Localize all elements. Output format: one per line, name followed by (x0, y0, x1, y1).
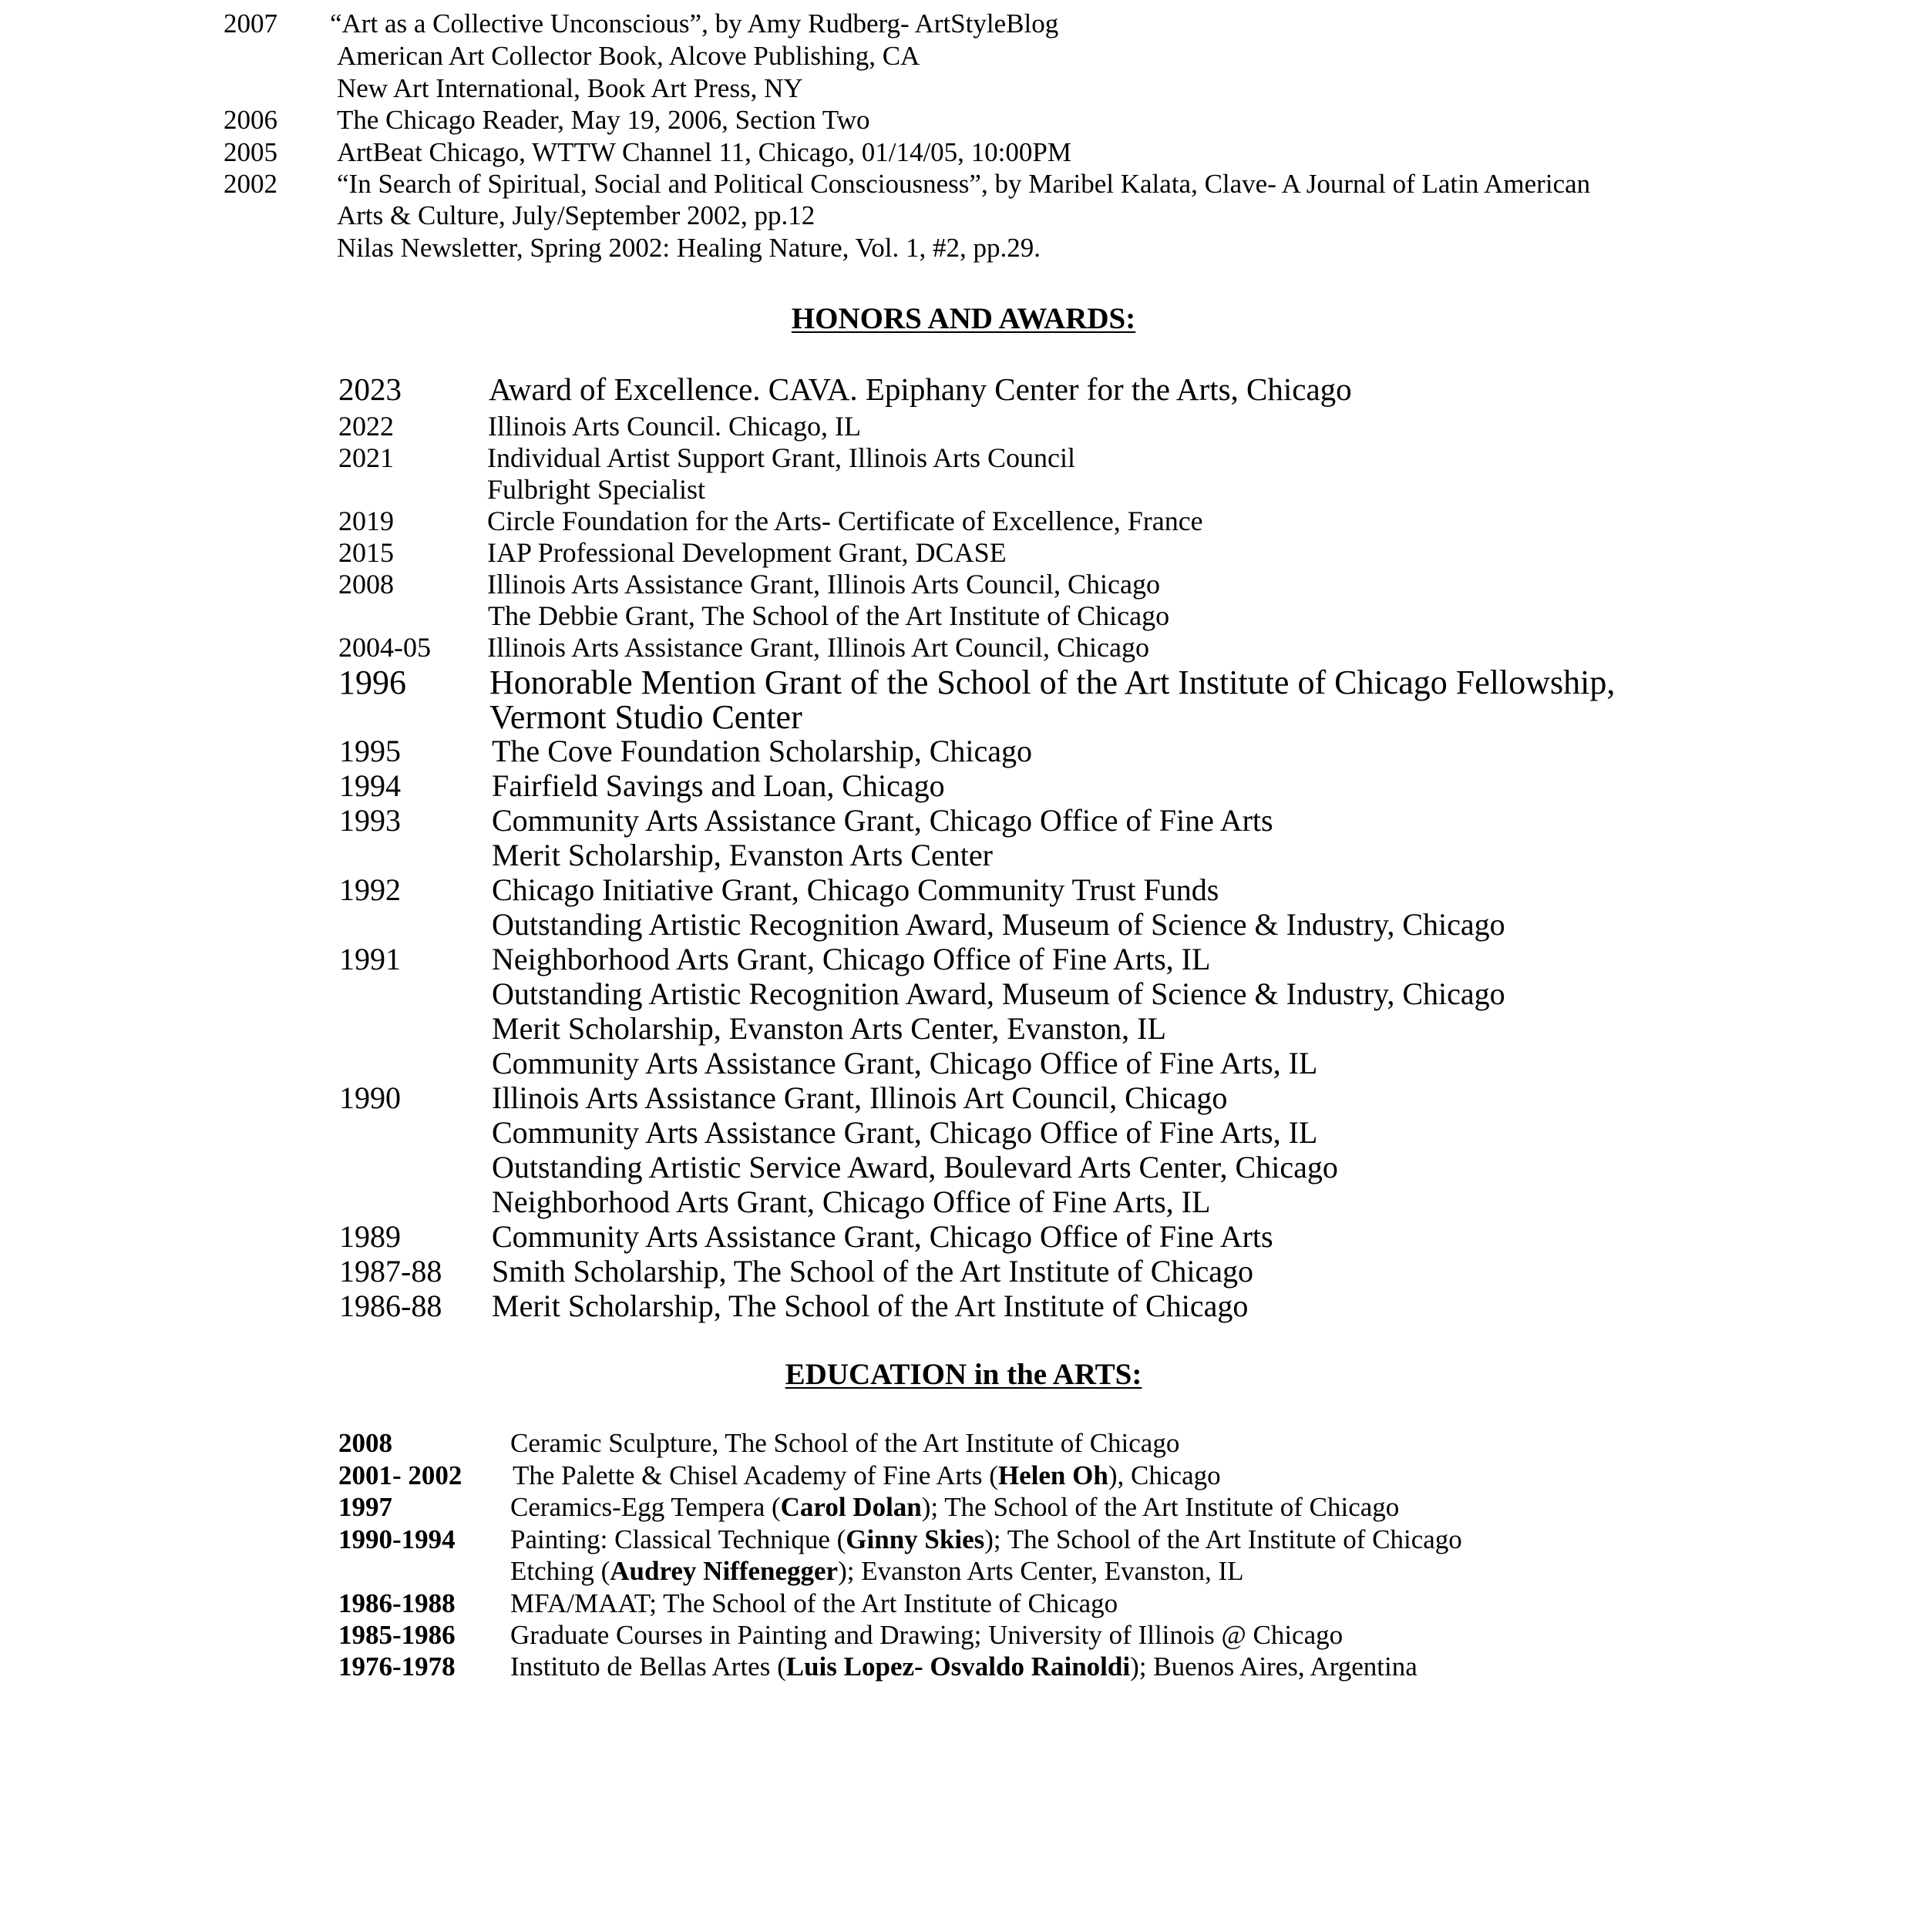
education-year: 1976-1978 (338, 1651, 456, 1682)
honor-year: 2004-05 (338, 632, 431, 663)
press-year: 2007 (224, 8, 277, 39)
honor-text: Smith Scholarship, The School of the Art Institute of Chicago (492, 1254, 1254, 1289)
honor-text: IAP Professional Development Grant, DCASE (487, 537, 1007, 568)
honor-year: 1994 (339, 768, 401, 803)
honor-text: Neighborhood Arts Grant, Chicago Office of Fine Arts, IL (492, 942, 1211, 976)
education-text: Ceramic Sculpture, The School of the Art Institute of Chicago (510, 1428, 1180, 1458)
honor-year: 1987-88 (339, 1254, 442, 1289)
honor-year: 1991 (339, 942, 401, 976)
honor-year: 1992 (339, 872, 401, 907)
press-year: 2002 (224, 169, 277, 199)
honor-year: 1993 (339, 803, 401, 838)
honor-text: Merit Scholarship, Evanston Arts Center (492, 838, 993, 872)
education-text-post: ); Evanston Arts Center, Evanston, IL (838, 1556, 1244, 1586)
education-text-pre: Etching ( (510, 1556, 610, 1586)
education-text (510, 1653, 1418, 1680)
education-text-post: ); Buenos Aires, Argentina (1130, 1651, 1418, 1682)
press-year: 2005 (224, 137, 277, 167)
honor-text: Outstanding Artistic Recognition Award, Museum of Science & Industry, Chicago (492, 907, 1505, 942)
education-year: 1985-1986 (338, 1620, 456, 1650)
press-text: Nilas Newsletter, Spring 2002: Healing Nature, Vol. 1, #2, pp.29. (337, 233, 1041, 263)
honor-text: Individual Artist Support Grant, Illinois Arts Council (487, 442, 1075, 473)
education-text: MFA/MAAT; The School of the Art Institute of Chicago (510, 1588, 1118, 1618)
education-year: 1990-1994 (338, 1524, 456, 1554)
education-text-post: ); The School of the Art Institute of Chicago (984, 1524, 1462, 1554)
honor-year: 2023 (338, 371, 402, 407)
instructor-name: Audrey Niffenegger (610, 1556, 839, 1586)
education-text: Graduate Courses in Painting and Drawing; University of Illinois @ Chicago (510, 1620, 1344, 1650)
education-text-pre: Painting: Classical Technique ( (510, 1524, 846, 1554)
honor-text: Community Arts Assistance Grant, Chicago Office of Fine Arts, IL (492, 1115, 1318, 1150)
honor-text: Community Arts Assistance Grant, Chicago Office of Fine Arts (492, 803, 1273, 838)
honor-year: 1996 (338, 664, 406, 701)
education-text (510, 1526, 1462, 1553)
honor-text: Neighborhood Arts Grant, Chicago Office of Fine Arts, IL (492, 1184, 1211, 1219)
instructor-name: Carol Dolan (780, 1492, 922, 1522)
honor-text: The Cove Foundation Scholarship, Chicago (492, 734, 1033, 768)
honor-text: Illinois Arts Assistance Grant, Illinois Art Council, Chicago (492, 1080, 1228, 1115)
education-year: 1997 (338, 1492, 392, 1522)
press-text: Arts & Culture, July/September 2002, pp.12 (337, 200, 816, 230)
honor-text: Illinois Arts Assistance Grant, Illinois Arts Council, Chicago (487, 569, 1160, 600)
instructor-name: Helen Oh (997, 1460, 1108, 1490)
honors-heading: HONORS AND AWARDS: (791, 302, 1136, 335)
press-text: The Chicago Reader, May 19, 2006, Section Two (337, 105, 870, 135)
honor-year: 2019 (338, 506, 394, 536)
education-year: 1986-1988 (338, 1588, 456, 1618)
honor-year: 1995 (339, 734, 401, 768)
honor-year: 2022 (338, 411, 394, 442)
press-text: New Art International, Book Art Press, NY (337, 73, 803, 103)
honor-year: 2021 (338, 442, 394, 473)
press-text: “Art as a Collective Unconscious”, by Amy Rudberg- ArtStyleBlog (330, 8, 1059, 39)
instructor-name: Ginny Skies (846, 1524, 985, 1554)
honor-year: 1990 (339, 1080, 401, 1115)
education-text-pre: Ceramics-Egg Tempera ( (510, 1492, 781, 1522)
honor-text: Fulbright Specialist (487, 474, 705, 505)
honor-text: Merit Scholarship, Evanston Arts Center, Evanston, IL (492, 1011, 1166, 1046)
honor-text: Illinois Arts Council. Chicago, IL (488, 411, 861, 442)
honor-text: Honorable Mention Grant of the School of the Art Institute of Chicago Fellowship, (489, 664, 1616, 701)
education-year: 2001- 2002 (338, 1460, 462, 1490)
honor-year: 2015 (338, 537, 394, 568)
honor-year: 1986-88 (339, 1289, 442, 1323)
honor-year: 2008 (338, 569, 394, 600)
honor-year: 1989 (339, 1219, 401, 1254)
honor-text: Merit Scholarship, The School of the Art Institute of Chicago (492, 1289, 1249, 1323)
education-heading: EDUCATION in the ARTS: (785, 1358, 1142, 1391)
honor-text: Outstanding Artistic Recognition Award, Museum of Science & Industry, Chicago (492, 976, 1505, 1011)
education-text-pre: The Palette & Chisel Academy of Fine Arts ( (513, 1460, 998, 1490)
honor-text: Community Arts Assistance Grant, Chicago Office of Fine Arts (492, 1219, 1273, 1254)
honor-text: Award of Excellence. CAVA. Epiphany Center for the Arts, Chicago (489, 371, 1352, 407)
press-text: “In Search of Spiritual, Social and Political Consciousness”, by Maribel Kalata, Clave- A Journal of Latin American (337, 169, 1591, 199)
honor-text: Circle Foundation for the Arts- Certificate of Excellence, France (487, 506, 1203, 536)
education-text (510, 1557, 1244, 1584)
honor-text: Vermont Studio Center (489, 698, 802, 736)
instructor-name: Luis Lopez- Osvaldo Rainoldi (785, 1651, 1131, 1682)
honor-text: Community Arts Assistance Grant, Chicago Office of Fine Arts, IL (492, 1046, 1318, 1080)
honor-text: Fairfield Savings and Loan, Chicago (492, 768, 945, 803)
education-text-post: ); The School of the Art Institute of Chicago (921, 1492, 1400, 1522)
press-text: American Art Collector Book, Alcove Publishing, CA (337, 41, 920, 71)
education-text (510, 1494, 1399, 1520)
honor-text: Chicago Initiative Grant, Chicago Community Trust Funds (492, 872, 1219, 907)
education-text-pre: Instituto de Bellas Artes ( (510, 1651, 786, 1682)
press-text: ArtBeat Chicago, WTTW Channel 11, Chicago, 01/14/05, 10:00PM (337, 137, 1071, 167)
education-year: 2008 (338, 1428, 392, 1458)
honor-text: The Debbie Grant, The School of the Art Institute of Chicago (488, 600, 1170, 631)
press-year: 2006 (224, 105, 277, 135)
education-text-post: ), Chicago (1108, 1460, 1221, 1490)
education-text (513, 1462, 1221, 1489)
honor-text: Outstanding Artistic Service Award, Boulevard Arts Center, Chicago (492, 1150, 1338, 1184)
honor-text: Illinois Arts Assistance Grant, Illinois Art Council, Chicago (487, 632, 1149, 663)
